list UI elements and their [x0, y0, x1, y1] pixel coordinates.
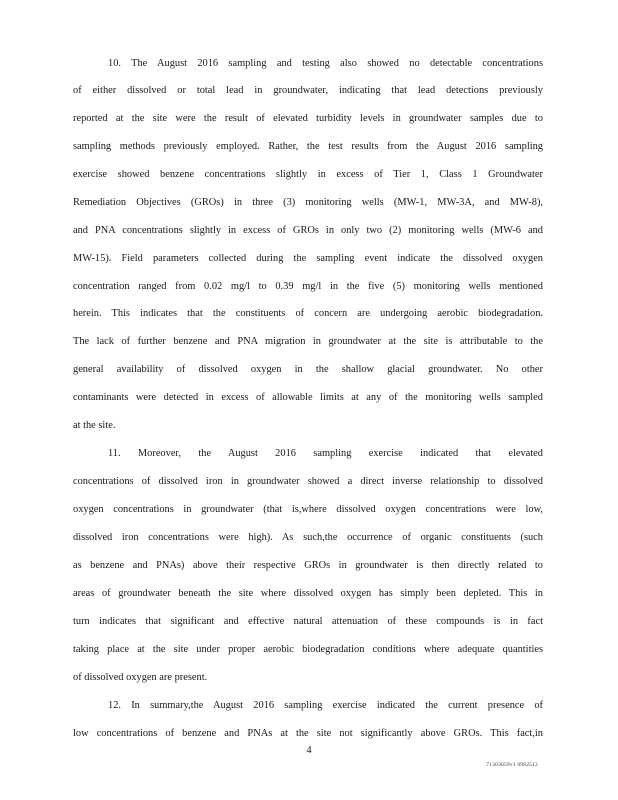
text-line: reported at the site were the result of elevated turbidity levels in groundwater samples due to	[73, 113, 543, 124]
text-line: low concentrations of benzene and PNAs at the site not significantly above GROs. This fact,in	[73, 728, 543, 739]
text-line: turn indicates that significant and effective natural attenuation of these compounds is in fact	[73, 616, 543, 627]
text-line: concentration ranged from 0.02 mg/l to 0.39 mg/l in the five (5) monitoring wells mentioned	[73, 281, 543, 292]
text-line: exercise showed benzene concentrations slightly in excess of Tier 1, Class 1 Groundwater	[73, 169, 543, 180]
text-line: 11. Moreover, the August 2016 sampling exercise indicated that elevated	[108, 448, 543, 459]
text-line: areas of groundwater beneath the site where dissolved oxygen has simply been depleted. This in	[73, 588, 543, 599]
text-line: as benzene and PNAs) above their respective GROs in groundwater is then directly related to	[73, 560, 543, 571]
text-line: general availability of dissolved oxygen in the shallow glacial groundwater. No other	[73, 364, 543, 375]
text-line: and PNA concentrations slightly in excess of GROs in only two (2) monitoring wells (MW-6 and	[73, 225, 543, 236]
text-line: herein. This indicates that the constituents of concern are undergoing aerobic biodegradation.	[73, 308, 543, 319]
text-line: MW-15). Field parameters collected during the sampling event indicate the dissolved oxygen	[73, 253, 543, 264]
text-line: The lack of further benzene and PNA migration in groundwater at the site is attributable to the	[73, 336, 543, 347]
text-line: sampling methods previously employed. Rather, the test results from the August 2016 sampling	[73, 141, 543, 152]
text-line: contaminants were detected in excess of allowable limits at any of the monitoring wells sampled	[73, 392, 543, 403]
text-line: 10. The August 2016 sampling and testing also showed no detectable concentrations	[108, 58, 543, 69]
document-id: 71303659v1 0982512	[486, 762, 538, 768]
text-line: 12. In summary,the August 2016 sampling exercise indicated the current presence of	[108, 700, 543, 711]
text-line: oxygen concentrations in groundwater (that is,where dissolved oxygen concentrations were low,	[73, 504, 543, 515]
text-line: of either dissolved or total lead in groundwater, indicating that lead detections previously	[73, 85, 543, 96]
text-line: at the site.	[73, 420, 116, 431]
text-line: of dissolved oxygen are present.	[73, 672, 208, 683]
page-number: 4	[306, 745, 312, 756]
text-line: dissolved iron concentrations were high). As such,the occurrence of organic constituents (such	[73, 532, 543, 543]
text-line: concentrations of dissolved iron in groundwater showed a direct inverse relationship to dissolved	[73, 476, 543, 487]
text-line: taking place at the site under proper aerobic biodegradation conditions where adequate quantities	[73, 644, 543, 655]
text-line: Remediation Objectives (GROs) in three (3) monitoring wells (MW-1, MW-3A, and MW-8),	[73, 197, 543, 208]
